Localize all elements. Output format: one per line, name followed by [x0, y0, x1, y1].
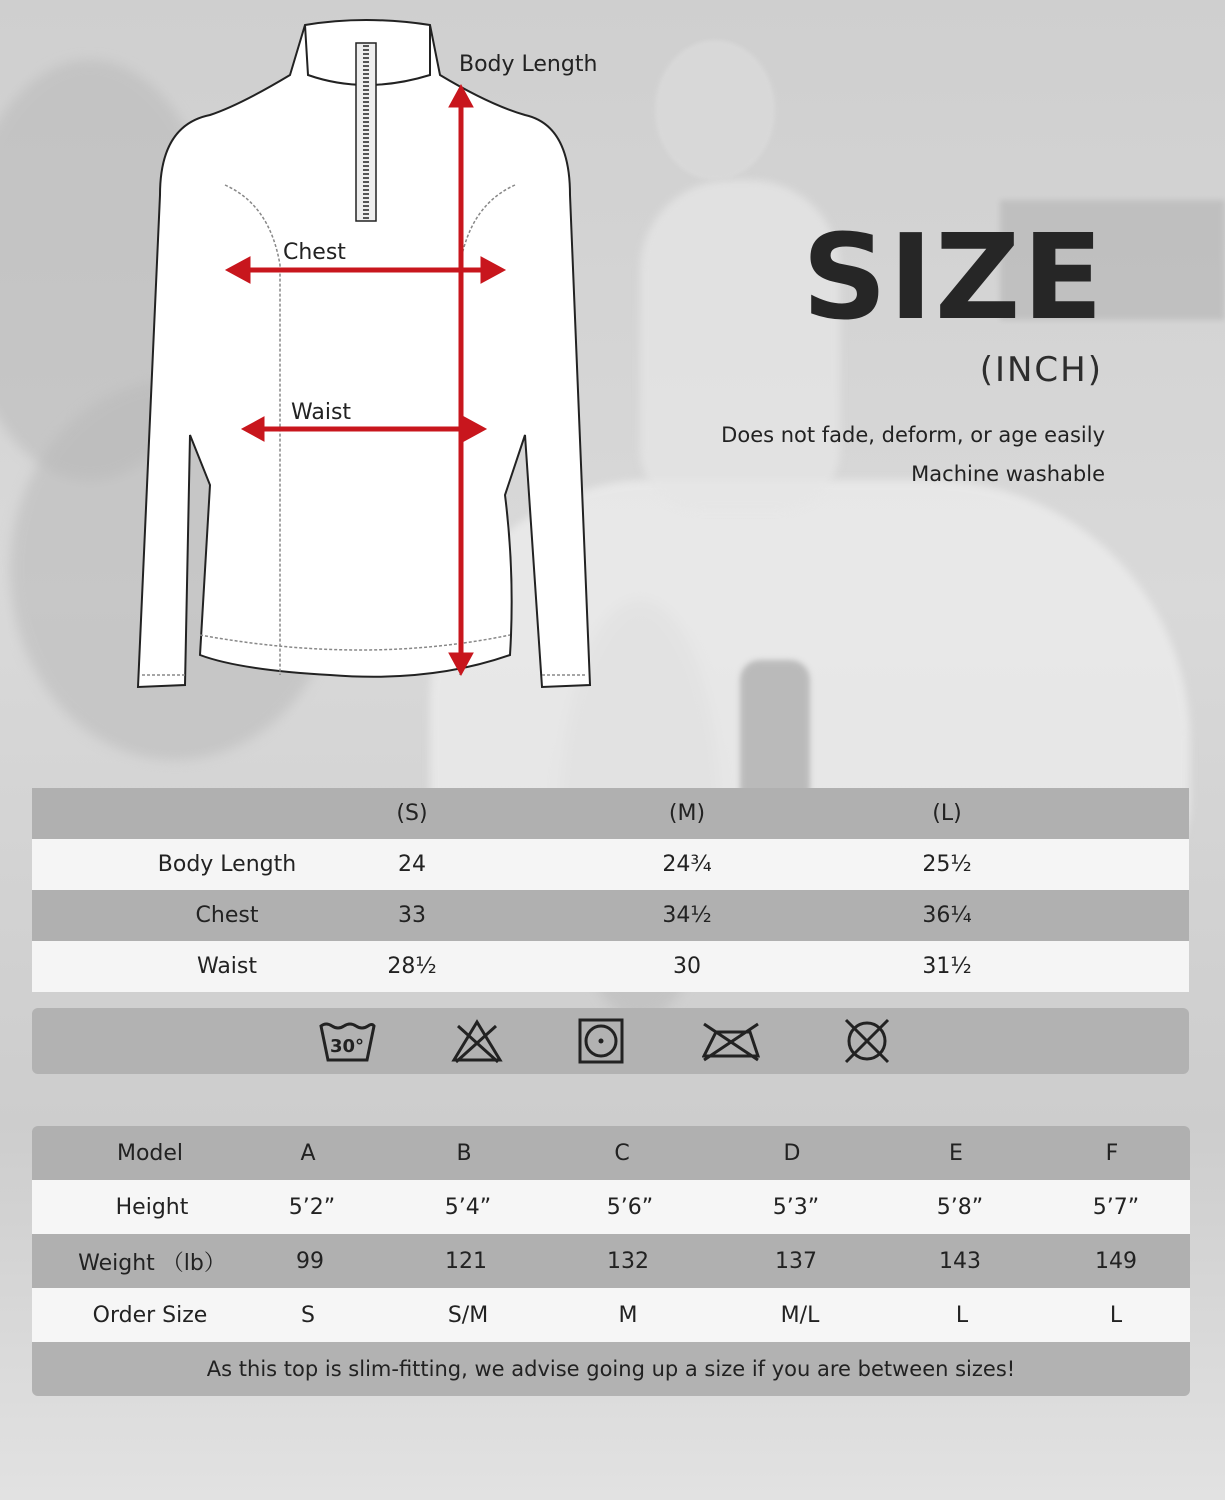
size-header-l: (L) [932, 801, 962, 826]
header-cell: A [300, 1140, 316, 1166]
table-cell: 99 [296, 1248, 324, 1274]
table-row [32, 1288, 1190, 1342]
body-length-label: Body Length [459, 52, 598, 77]
feature-note-1: Does not fade, deform, or age easily [721, 423, 1105, 447]
header-cell: Model [116, 1140, 184, 1166]
waist-label: Waist [291, 400, 352, 425]
row-label: Waist [196, 954, 258, 979]
row-label: Height [115, 1194, 189, 1220]
table-cell: S [301, 1302, 315, 1328]
table-cell: 5’8” [936, 1194, 984, 1220]
size-header-s: (S) [396, 801, 428, 826]
no-dry-clean-icon [838, 1018, 896, 1064]
no-iron-icon [702, 1018, 760, 1064]
table-row [32, 941, 1189, 992]
table-cell: 121 [445, 1248, 487, 1274]
size-chart-table [32, 788, 1189, 992]
table-cell: M [618, 1302, 638, 1328]
sizing-advice: As this top is slim-fitting, we advise going up a size if you are between sizes! [32, 1342, 1190, 1396]
no-bleach-icon [448, 1018, 506, 1064]
shirt-diagram [130, 15, 610, 715]
tumble-dry-icon [572, 1018, 630, 1064]
table-row [32, 1180, 1190, 1234]
row-label: Chest [195, 903, 259, 928]
model-size-table [32, 1126, 1190, 1396]
value-s: 33 [398, 903, 426, 928]
value-m: 34½ [662, 903, 712, 928]
value-l: 36¼ [922, 903, 972, 928]
table-cell: 5’2” [288, 1194, 336, 1220]
table-cell: S/M [447, 1302, 489, 1328]
header-cell: C [614, 1140, 630, 1166]
feature-note-2: Machine washable [911, 462, 1105, 486]
row-label: Body Length [157, 852, 297, 877]
value-s: 24 [398, 852, 426, 877]
chest-label: Chest [283, 240, 346, 265]
header-cell: E [949, 1140, 963, 1166]
wash-30-icon [318, 1018, 376, 1064]
header-cell: F [1105, 1140, 1119, 1166]
table-cell: L [955, 1302, 969, 1328]
table-row [32, 1234, 1190, 1288]
row-label: Order Size [92, 1302, 208, 1328]
size-header-row [32, 788, 1189, 839]
care-instructions-bar [32, 1008, 1189, 1074]
header-cell: D [783, 1140, 801, 1166]
table-row [32, 890, 1189, 941]
page-title: SIZE [801, 208, 1105, 346]
table-row [32, 839, 1189, 890]
value-s: 28½ [387, 954, 437, 979]
header-cell: B [456, 1140, 472, 1166]
table-cell: 5’4” [444, 1194, 492, 1220]
table-cell: 5’7” [1092, 1194, 1140, 1220]
table-cell: 132 [607, 1248, 649, 1274]
wash-temp-text: 30° [329, 1036, 365, 1057]
table-cell: 137 [775, 1248, 817, 1274]
table-cell: 5’6” [606, 1194, 654, 1220]
model-header-row [32, 1126, 1190, 1180]
value-m: 24¾ [662, 852, 712, 877]
table-cell: M/L [780, 1302, 820, 1328]
table-cell: 5’3” [772, 1194, 820, 1220]
value-l: 31½ [922, 954, 972, 979]
table-cell: L [1109, 1302, 1123, 1328]
table-cell: 143 [939, 1248, 981, 1274]
value-m: 30 [673, 954, 701, 979]
row-label: Weight （lb） [78, 1250, 226, 1276]
size-header-m: (M) [668, 801, 706, 826]
unit-label: (INCH) [979, 350, 1103, 390]
value-l: 25½ [922, 852, 972, 877]
table-cell: 149 [1095, 1248, 1137, 1274]
